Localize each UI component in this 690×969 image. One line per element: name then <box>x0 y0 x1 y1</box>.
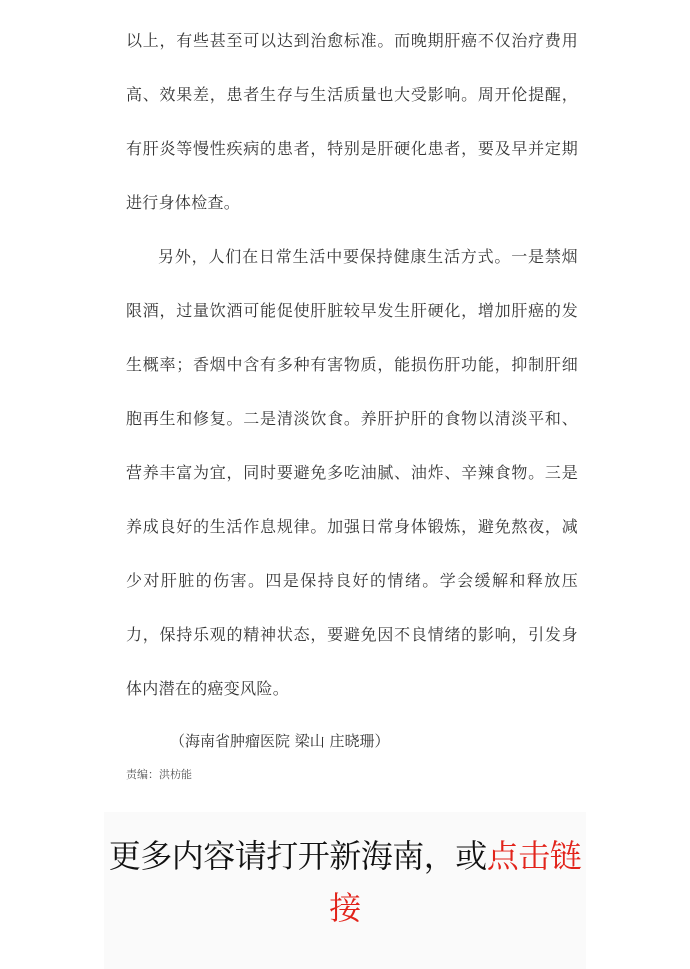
article-source: （海南省肿瘤医院 梁山 庄晓珊） <box>170 732 390 750</box>
promo-label: 更多内容请打开新海南，或 <box>108 837 487 875</box>
article-body <box>126 14 578 716</box>
article-paragraph: 以上，有些甚至可以达到治愈标准。而晚期肝癌不仅治疗费用高、效果差，患者生存与生活质量也大受影响。周开伦提醒，有肝炎等慢性疾病的患者，特别是肝硬化患者，要及早并定期进行身体检查。 <box>126 31 578 212</box>
app-promo-text <box>104 830 586 934</box>
article-paragraph: 另外，人们在日常生活中要保持健康生活方式。一是禁烟限酒，过量饮酒可能促使肝脏较早发生肝硬化，增加肝癌的发生概率；香烟中含有多种有害物质，能损伤肝功能，抑制肝细胞再生和修复。二是清淡饮食。养肝护肝的食物以清淡平和、营养丰富为宜，同时要避免多吃油腻、油炸、辛辣食物。三是养成良好的生活作息规律。加强日常身体锻炼，避免熬夜，减少对肝脏的伤害。四是保持良好的情绪。学会缓解和释放压力，保持乐观的精神状态，要避免因不良情绪的影响，引发身体内潜在的癌变风险。 <box>126 247 578 698</box>
open-link[interactable]: 点击链接 <box>329 837 582 927</box>
editor-credit: 责编：洪枋能 <box>126 768 192 781</box>
